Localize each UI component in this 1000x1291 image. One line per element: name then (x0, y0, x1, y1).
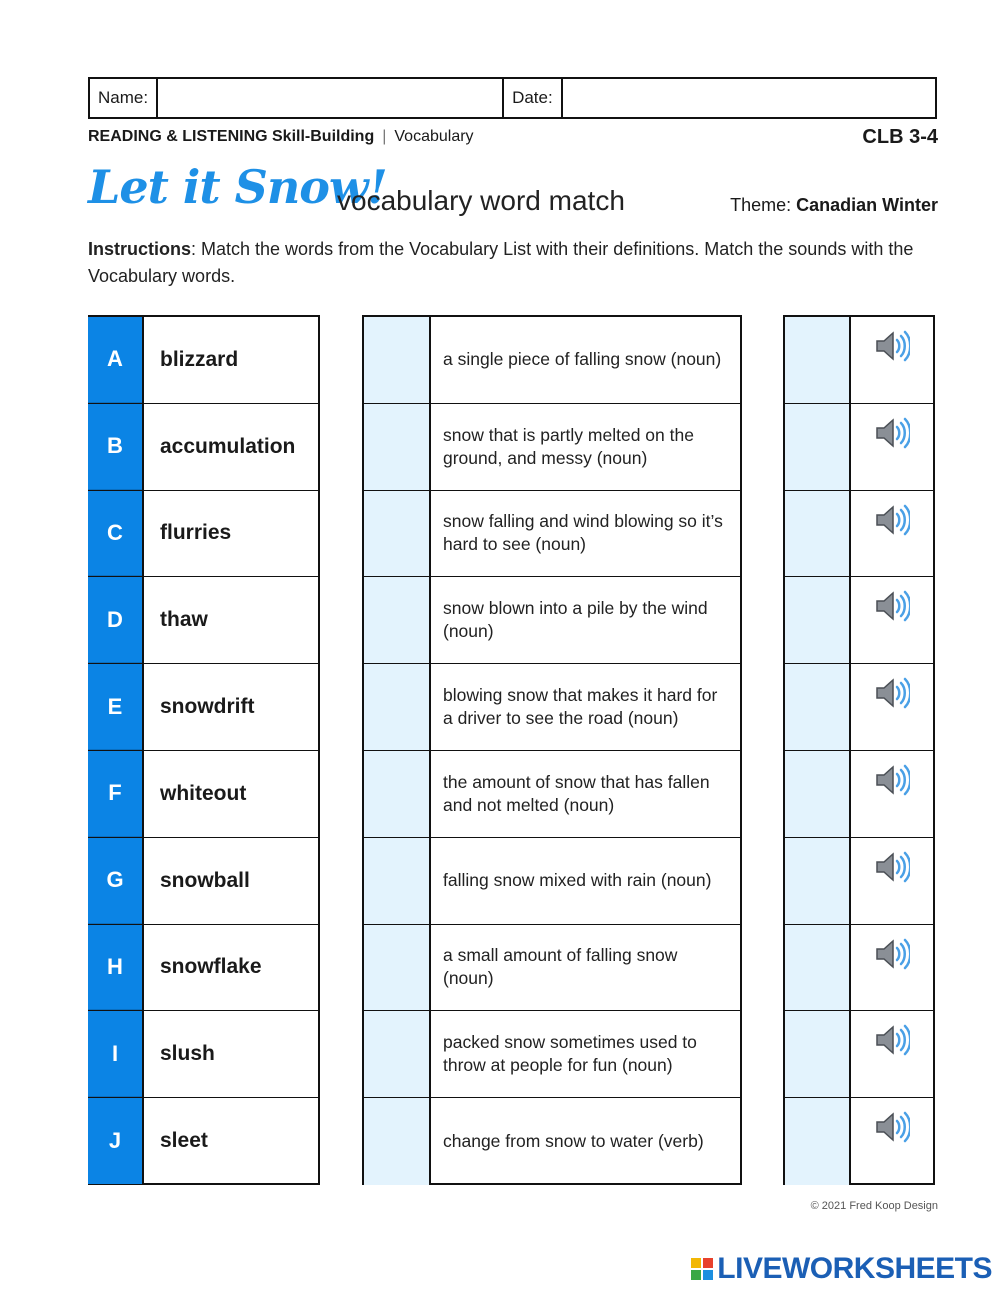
sound-row (785, 577, 933, 664)
sound-answer-box[interactable] (785, 664, 851, 750)
word-letter: D (88, 577, 142, 663)
level-badge: CLB 3-4 (862, 126, 938, 148)
vocabulary-word: whiteout (142, 751, 318, 837)
definition-row (364, 1011, 740, 1098)
skill-line (88, 128, 474, 146)
sound-answer-box[interactable] (785, 317, 851, 403)
definition-row (364, 491, 740, 578)
page-title: Let it Snow! (88, 160, 387, 214)
speaker-icon[interactable] (851, 1011, 933, 1097)
word-row (88, 1011, 318, 1098)
vocabulary-word: sleet (142, 1098, 318, 1184)
definition-text: the amount of snow that has fallen and not melted (noun) (443, 771, 710, 815)
definition-row (364, 1098, 740, 1185)
date-label: Date: (512, 88, 553, 107)
word-row (88, 491, 318, 578)
vocabulary-word: snowdrift (142, 664, 318, 750)
word-row (88, 838, 318, 925)
definition-answer-box[interactable] (364, 1011, 431, 1097)
definition-answer-box[interactable] (364, 1098, 431, 1185)
sound-answer-box[interactable] (785, 838, 851, 924)
definition-text: falling snow mixed with rain (noun) (443, 870, 712, 891)
copyright: © 2021 Fred Koop Design (810, 1200, 938, 1212)
vocabulary-word: snowflake (142, 925, 318, 1011)
sound-row (785, 925, 933, 1012)
definition-text: change from snow to water (verb) (443, 1131, 704, 1152)
definition-text: packed snow sometimes used to throw at people for fun (noun) (443, 1032, 697, 1076)
speaker-icon[interactable] (851, 404, 933, 490)
instructions-text: : Match the words from the Vocabulary List with their definitions. Match the sounds with the Vocabulary words. (88, 239, 914, 286)
definition-answer-box[interactable] (364, 664, 431, 750)
word-row (88, 577, 318, 664)
speaker-icon[interactable] (851, 664, 933, 750)
speaker-icon[interactable] (851, 577, 933, 663)
speaker-icon[interactable] (851, 751, 933, 837)
brand-name: LIVEWORKSHEETS (717, 1252, 992, 1285)
word-row (88, 404, 318, 491)
theme-label: Theme: (730, 195, 792, 215)
word-letter: I (88, 1011, 142, 1097)
sound-answer-box[interactable] (785, 491, 851, 577)
definition-text: snow that is partly melted on the ground, and messy (noun) (443, 424, 694, 468)
vocabulary-word: snowball (142, 838, 318, 924)
word-letter: F (88, 751, 142, 837)
word-letter: G (88, 838, 142, 924)
theme (730, 195, 938, 216)
word-letter: J (88, 1098, 142, 1184)
definition-answer-box[interactable] (364, 925, 431, 1011)
vocabulary-word: flurries (142, 491, 318, 577)
vocabulary-word: slush (142, 1011, 318, 1097)
sound-row (785, 317, 933, 404)
definition-answer-box[interactable] (364, 577, 431, 663)
sound-answer-box[interactable] (785, 751, 851, 837)
definition-answer-box[interactable] (364, 404, 431, 490)
skill-topic: Vocabulary (394, 128, 474, 145)
theme-value: Canadian Winter (796, 195, 938, 215)
sound-row (785, 751, 933, 838)
sound-row (785, 1098, 933, 1185)
sound-row (785, 404, 933, 491)
sounds-list (783, 315, 935, 1185)
vocabulary-list (88, 315, 320, 1185)
word-letter: B (88, 404, 142, 490)
instructions (88, 236, 938, 290)
speaker-icon[interactable] (851, 838, 933, 924)
speaker-icon[interactable] (851, 925, 933, 1011)
date-input[interactable] (561, 79, 935, 117)
instructions-label: Instructions (88, 239, 192, 259)
logo-cubes-icon (691, 1258, 713, 1280)
definition-row (364, 404, 740, 491)
word-letter: E (88, 664, 142, 750)
page-subtitle: vocabulary word match (337, 185, 625, 216)
definition-text: a single piece of falling snow (noun) (443, 349, 722, 370)
skill-heading: READING & LISTENING Skill-Building (88, 128, 375, 145)
speaker-icon[interactable] (851, 317, 933, 403)
definition-row (364, 925, 740, 1012)
definition-row (364, 838, 740, 925)
word-row (88, 751, 318, 838)
definition-answer-box[interactable] (364, 491, 431, 577)
definition-row (364, 664, 740, 751)
word-row (88, 664, 318, 751)
vocabulary-word: accumulation (142, 404, 318, 490)
sound-answer-box[interactable] (785, 1098, 851, 1185)
definition-text: snow falling and wind blowing so it’s hard to see (noun) (443, 511, 723, 555)
sound-answer-box[interactable] (785, 1011, 851, 1097)
definition-answer-box[interactable] (364, 317, 431, 403)
speaker-icon[interactable] (851, 491, 933, 577)
definition-text: blowing snow that makes it hard for a driver to see the road (noun) (443, 685, 718, 729)
word-letter: H (88, 925, 142, 1011)
definition-row (364, 751, 740, 838)
name-input[interactable] (156, 79, 504, 117)
sound-answer-box[interactable] (785, 925, 851, 1011)
sound-answer-box[interactable] (785, 577, 851, 663)
sound-answer-box[interactable] (785, 404, 851, 490)
definition-text: snow blown into a pile by the wind (noun) (443, 598, 708, 642)
word-row (88, 925, 318, 1012)
word-letter: A (88, 317, 142, 403)
speaker-icon[interactable] (851, 1098, 933, 1185)
vocabulary-word: blizzard (142, 317, 318, 403)
definition-answer-box[interactable] (364, 751, 431, 837)
definition-answer-box[interactable] (364, 838, 431, 924)
name-label: Name: (98, 88, 149, 107)
definition-row (364, 577, 740, 664)
name-date-bar (88, 77, 937, 119)
sound-row (785, 1011, 933, 1098)
definition-text: a small amount of falling snow (noun) (443, 945, 678, 989)
sound-row (785, 838, 933, 925)
skill-separator: | (382, 128, 387, 145)
word-row (88, 317, 318, 404)
definitions-list (362, 315, 742, 1185)
definition-row (364, 317, 740, 404)
sound-row (785, 664, 933, 751)
liveworksheets-logo[interactable] (691, 1252, 992, 1286)
word-letter: C (88, 491, 142, 577)
vocabulary-word: thaw (142, 577, 318, 663)
word-row (88, 1098, 318, 1185)
sound-row (785, 491, 933, 578)
